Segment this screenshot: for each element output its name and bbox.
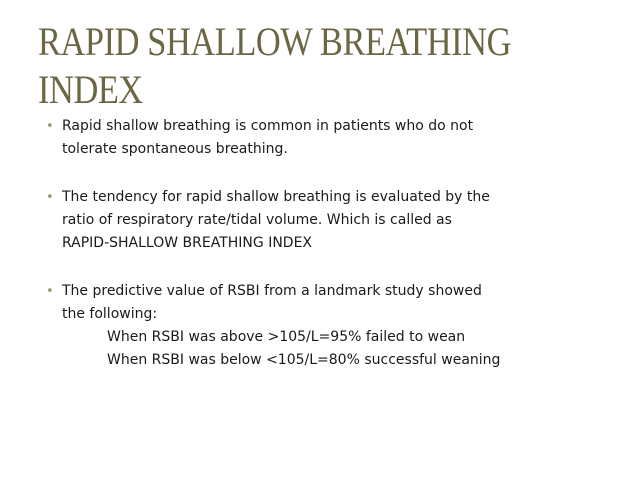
bullet-line: tolerate spontaneous breathing. (62, 141, 288, 157)
slide-title (38, 18, 537, 114)
bullet-line: ratio of respiratory rate/tidal volume. Which is called as (62, 212, 452, 228)
title-line-2: INDEX (38, 67, 143, 112)
bullet-line: Rapid shallow breathing is common in patients who do not (62, 118, 474, 134)
bullet-marker: • (46, 119, 54, 134)
sub-line: When RSBI was below <105/L=80% successful weaning (107, 352, 501, 368)
bullet-line: RAPID-SHALLOW BREATHING INDEX (62, 235, 313, 251)
bullet-item (48, 115, 618, 161)
bullet-marker: • (46, 190, 54, 205)
bullet-list (48, 115, 618, 397)
sub-line: When RSBI was above >105/L=95% failed to wean (107, 329, 466, 345)
bullet-line: The tendency for rapid shallow breathing is evaluated by the (62, 189, 490, 205)
bullet-line: The predictive value of RSBI from a landmark study showed (62, 283, 482, 299)
bullet-item (48, 186, 618, 255)
title-line-1: RAPID SHALLOW BREATHING (38, 19, 511, 64)
bullet-line: the following: (62, 306, 158, 322)
bullet-marker: • (46, 284, 54, 299)
bullet-item (48, 280, 618, 372)
